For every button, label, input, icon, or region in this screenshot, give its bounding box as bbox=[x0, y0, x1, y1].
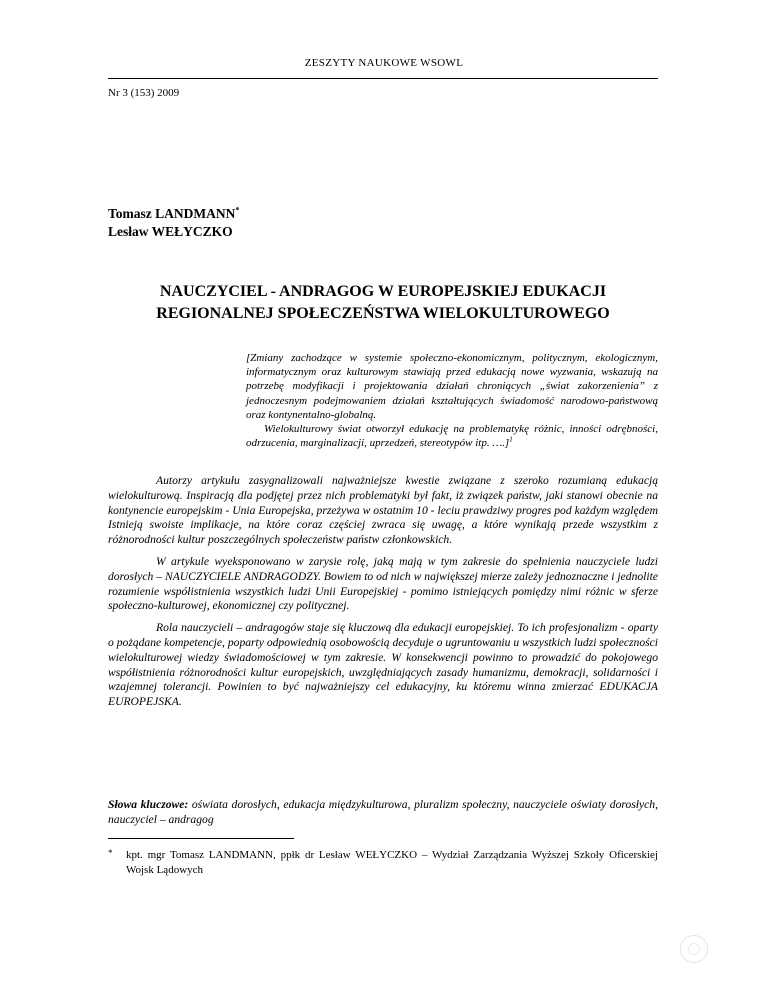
author-1 bbox=[108, 205, 239, 223]
motto-paragraph-1: [Zmiany zachodzące w systemie społeczno-ekonomicznym, politycznym, ekologicznym, informatycznym oraz kulturowym stawiają przed edukacją nowe wyzwania, wskazują na potrzebę modyfikacji i projektowania działań chroniących „świat zakorzenienia” z jednoczesnym podejmowaniem działań kształtujących świadomość narodowo-państwową oraz kontynentalno-globalną. bbox=[246, 352, 658, 421]
title-line-1: NAUCZYCIEL - ANDRAGOG W EUROPEJSKIEJ EDUKACJI bbox=[159, 283, 607, 300]
motto-paragraph-2 bbox=[246, 422, 658, 450]
issue-number: Nr 3 (153) 2009 bbox=[108, 87, 180, 99]
motto-footnote-mark: 1 bbox=[509, 435, 513, 444]
footnote-rule bbox=[108, 838, 294, 839]
keywords bbox=[108, 797, 658, 827]
abstract-paragraph-3: Rola nauczycieli – andragogów staje się kluczową dla edukacji europejskiej. To ich profesjonalizm - oparty o pożądane kompetencje, poparty odpowiednią osobowością decyduje o ugruntowaniu u wszystkich ludzi społeczności wielokulturowej wiedzy świadomościowej w tym zakresie. W konsekwencji powinno to prowadzić do pokojowego współistnienia różnorodności kultur europejskich, uwzględniających zasady humanizmu, demokracji, solidarności i wzajemnej tolerancji. Powinien to być najważniejszy cel edukacyjny, ku któremu winna zmierzać EDUKACJA EUROPEJSKA. bbox=[108, 621, 658, 709]
author-footnote-mark: * bbox=[235, 205, 240, 215]
authors-block bbox=[108, 205, 239, 241]
footnote bbox=[108, 848, 658, 877]
footnote-mark: * bbox=[108, 848, 113, 858]
abstract-paragraph-2: W artykule wyeksponowano w zarysie rolę, jaką mają w tym zakresie do spełnienia nauczyciele ludzi dorosłych – NAUCZYCIELE ANDRAGODZY. Bowiem to od nich w największej mierze zależy jednoznaczne i jednolite rozumienie współistnienia wszystkich ludzi Unii Europejskiej - pomimo istniejących pomiędzy nimi różnic w sferze społeczno-kulturowej, ekonomicznej czy politycznej. bbox=[108, 554, 658, 613]
motto-paragraph-2-text: Wielokulturowy świat otworzył edukację na problematykę różnic, inności odrębności, odrzucenia, marginalizacji, uprzedzeń, stereotypów itp. ….] bbox=[246, 423, 658, 450]
abstract bbox=[108, 474, 658, 717]
keywords-label: Słowa kluczowe: bbox=[108, 798, 189, 811]
keywords-text: oświata dorosłych, edukacja międzykulturowa, pluralizm społeczny, nauczyciele oświaty dorosłych, nauczyciel – andragog bbox=[108, 798, 658, 826]
abstract-paragraph-1: Autorzy artykułu zasygnalizowali najważniejsze kwestie związane z szeroko rozumianą edukacją wielokulturową. Inspiracją dla podjętej przez nich problematyki był fakt, iż związek państw, jaki stanowi obecnie na kontynencie europejskim - Unia Europejska, przeżywa w ostatnim 10 - leciu prawdziwy progres pod każdym względem Istnieją swoiste implikacje, na które coraz częściej zwraca się uwagę, a które wynikają przede wszystkim z różnorodności kultur poszczególnych społeczeństw państw członkowskich. bbox=[108, 474, 658, 547]
article-title bbox=[108, 281, 658, 325]
motto-quote bbox=[246, 351, 658, 450]
author-1-name: Tomasz LANDMANN bbox=[108, 206, 236, 221]
footnote-text: kpt. mgr Tomasz LANDMANN, ppłk dr Lesław WEŁYCZKO – Wydział Zarządzania Wyższej Szkoły Oficerskiej Wojsk Lądowych bbox=[126, 849, 658, 876]
journal-name: ZESZYTY NAUKOWE WSOWL bbox=[304, 57, 464, 69]
title-line-2: REGIONALNEJ SPOŁECZEŃSTWA WIELOKULTUROWEGO bbox=[156, 305, 610, 322]
author-2: Lesław WEŁYCZKO bbox=[108, 224, 233, 239]
watermark-stamp-icon bbox=[680, 935, 708, 963]
header-rule bbox=[108, 78, 658, 79]
